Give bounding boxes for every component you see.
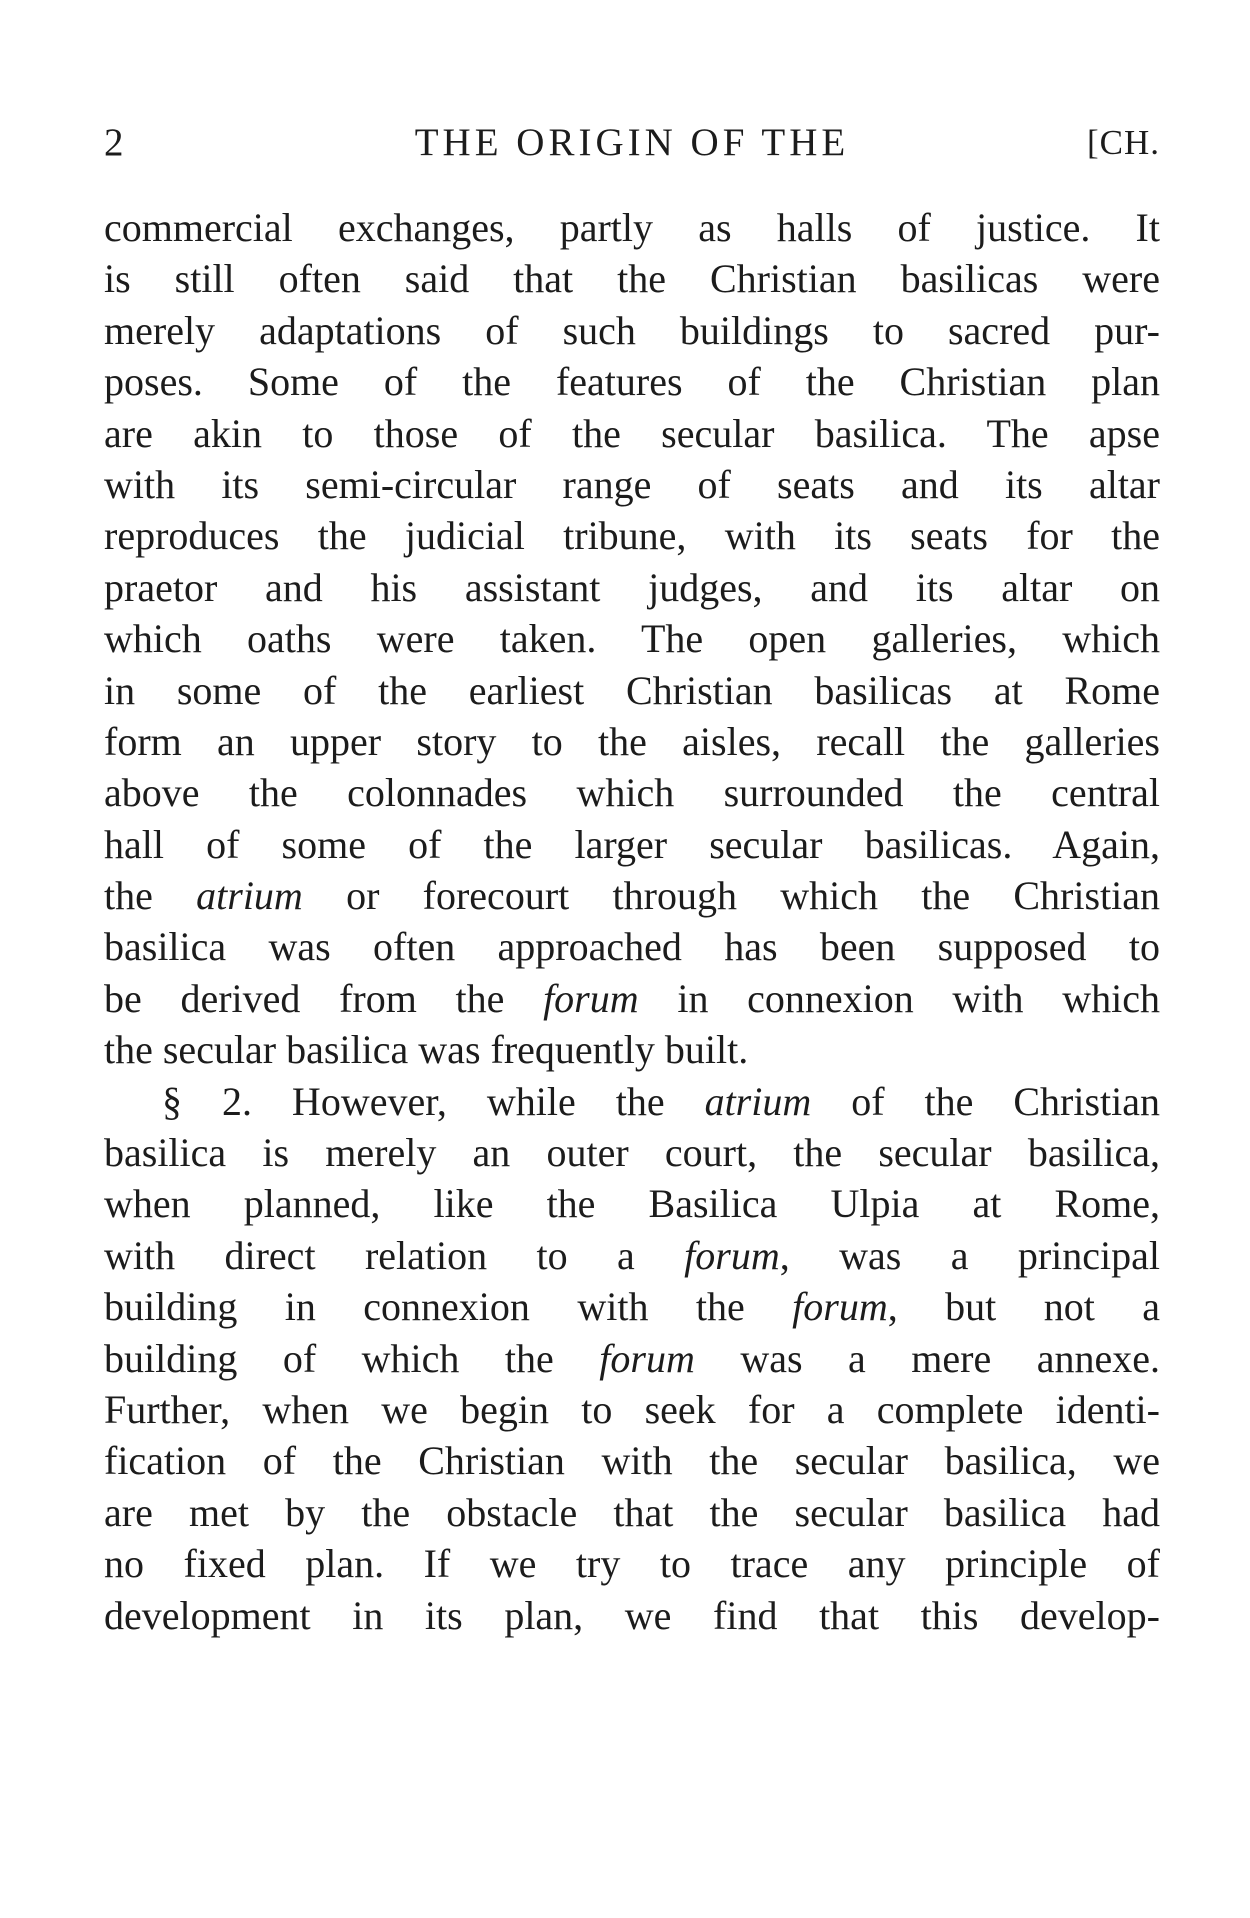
text-line: building in connexion with the forum, but not a — [104, 1284, 1160, 1330]
text-line: are met by the obstacle that the secular basilica had — [104, 1489, 1160, 1535]
text-line: which oaths were taken. The open galleries, which — [104, 616, 1160, 662]
text-line: with direct relation to a forum, was a principal — [104, 1232, 1161, 1278]
text-line: Further, when we begin to seek for a complete identi- — [104, 1386, 1160, 1432]
section-start-line: § 2. However, while the atrium of the Christian — [162, 1078, 1160, 1124]
text-line: with its semi-circular range of seats and its altar — [104, 461, 1160, 507]
paragraph-end-line: the secular basilica was frequently built. — [104, 1027, 749, 1073]
text-line: poses. Some of the features of the Christian plan — [104, 359, 1160, 405]
text-line: basilica is merely an outer court, the secular basilica, — [104, 1130, 1160, 1176]
italic-term: forum — [599, 1335, 695, 1381]
text-line: fication of the Christian with the secular basilica, we — [104, 1438, 1160, 1484]
text-line: when planned, like the Basilica Ulpia at Rome, — [104, 1181, 1160, 1227]
body-text — [104, 202, 1160, 1641]
text-line: be derived from the forum in connexion with which — [104, 975, 1160, 1021]
text-line: the atrium or forecourt through which the Christian — [104, 873, 1160, 919]
text-line: above the colonnades which surrounded the central — [104, 770, 1160, 816]
text-line: hall of some of the larger secular basilicas. Again, — [104, 821, 1160, 867]
page-number: 2 — [104, 121, 124, 164]
text-line: no fixed plan. If we try to trace any principle of — [104, 1541, 1160, 1587]
text-line: reproduces the judicial tribune, with its seats for the — [104, 513, 1160, 559]
italic-term: atrium — [704, 1078, 812, 1124]
text-line: in some of the earliest Christian basilicas at Rome — [104, 667, 1160, 713]
italic-term: forum — [543, 975, 639, 1021]
chapter-mark: [CH. — [1086, 123, 1160, 162]
text-line: basilica was often approached has been supposed to — [104, 924, 1160, 970]
text-line: praetor and his assistant judges, and its altar on — [104, 564, 1160, 610]
text-line: commercial exchanges, partly as halls of justice. It — [104, 205, 1160, 250]
running-title: THE ORIGIN OF THE — [414, 121, 850, 164]
italic-term: forum — [792, 1284, 888, 1330]
text-line: development in its plan, we find that this develop- — [104, 1592, 1160, 1638]
text-line: merely adaptations of such buildings to sacred pur- — [104, 307, 1160, 353]
text-line: is still often said that the Christian basilicas were — [104, 256, 1160, 302]
text-line: building of which the forum was a mere annexe. — [104, 1335, 1160, 1381]
text-line: are akin to those of the secular basilica. The apse — [104, 410, 1160, 456]
italic-term: forum — [684, 1232, 780, 1278]
running-head — [104, 118, 1160, 168]
italic-term: atrium — [196, 873, 303, 919]
text-line: form an upper story to the aisles, recall the galleries — [104, 718, 1160, 764]
